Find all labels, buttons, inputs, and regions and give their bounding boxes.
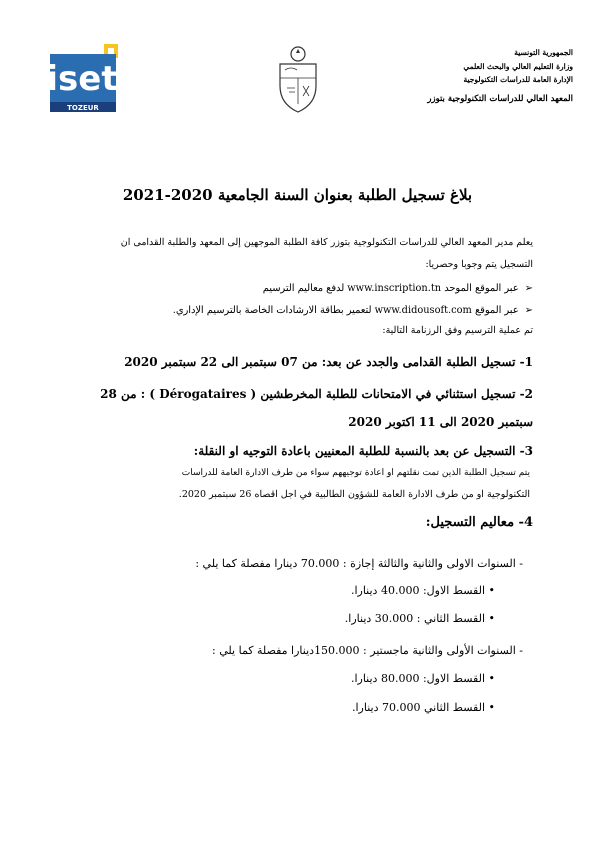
fees-licence-installment-1: • القسط الاول: 40.000 دينارا. <box>350 584 495 597</box>
header-block <box>353 46 573 106</box>
header-ministry: وزارة التعليم العالي والبحث العلمي <box>463 61 573 71</box>
intro-line-1: يعلم مدير المعهد العالي للدراسات التكنولوجية بتوزر كافة الطلبة الموجهين إلى المعهد والطلبة القدامى ان <box>120 237 533 248</box>
fees-master-installment-1: • القسط الاول: 80.000 دينارا. <box>350 672 495 685</box>
schedule-item-2-line-1: 2- تسجيل استثنائي في الامتحانات للطلبة المخرطشين ( Dérogataires ) : من 28 <box>100 387 533 401</box>
arrow-bullet-icon: ➢ <box>524 283 533 294</box>
header-direction: الإدارة العامة للدراسات التكنولوجية <box>463 75 573 84</box>
iset-logo <box>48 42 126 114</box>
item-3-details-line-2: التكنولوجية او من طرف الادارة العامة للشؤون الطالبية في اجل اقصاه 26 سبتمبر 2020. <box>178 489 530 500</box>
bullet-inscription <box>263 283 533 294</box>
header-institute: المعهد العالي للدراسات التكنولوجية بتوزر <box>427 93 573 104</box>
schedule-item-1: 1- تسجيل الطلبة القدامى والجدد عن بعد: من 07 سبتمبر الى 22 سبتمبر 2020 <box>124 355 533 369</box>
item-3-details-line-1: يتم تسجيل الطلبة الذين تمت نقلتهم او اعادة توجيههم سواء من طرف الادارة العامة للدراسات <box>181 468 530 478</box>
header-republic: الجمهورية التونسية <box>514 48 573 57</box>
fees-master-line: - السنوات الأولى والثانية ماجستير : 150.000دينارا مفصلة كما يلي : <box>212 644 523 657</box>
bullet-didousoft <box>173 305 533 316</box>
fees-master-installment-2: • القسط الثاني 70.000 دينارا. <box>351 701 495 714</box>
logo-text: iset <box>48 59 118 99</box>
logo-subtext: TOZEUR <box>67 104 99 112</box>
intro-paragraph <box>53 232 533 276</box>
arrow-bullet-icon: ➢ <box>524 305 533 316</box>
schedule-item-2 <box>53 380 533 436</box>
item-3-details <box>50 462 530 506</box>
fees-heading: 4- معاليم التسجيل: <box>425 515 533 530</box>
page-title: بلاغ تسجيل الطلبة بعنوان السنة الجامعية 2020-2021 <box>122 186 473 204</box>
bullet-didousoft-text: عبر الموقع www.didousoft.com لتعمير بطاقة الارشادات الخاصة بالترسيم الإداري. <box>172 305 519 316</box>
intro-line-2: التسجيل يتم وجوبا وحصريا: <box>425 259 533 270</box>
fees-licence-installment-2: • القسط الثاني : 30.000 دينارا. <box>344 612 495 625</box>
schedule-intro: تم عملية الترسيم وفق الرزنامة التالية: <box>382 325 533 336</box>
schedule-item-2-line-2: سبتمبر 2020 الى 11 اكتوبر 2020 <box>348 415 533 429</box>
bullet-inscription-text: عبر الموقع الموحد www.inscription.tn لدفع معاليم الترسيم <box>262 283 519 294</box>
schedule-item-3: 3- التسجيل عن بعد بالنسبة للطلبة المعنيين باعادة التوجيه او النقلة: <box>193 444 533 458</box>
tunisia-coat-of-arms-icon <box>273 44 323 116</box>
fees-licence-line: - السنوات الاولى والثانية والثالثة إجازة : 70.000 دينارا مفصلة كما يلي : <box>195 557 523 570</box>
